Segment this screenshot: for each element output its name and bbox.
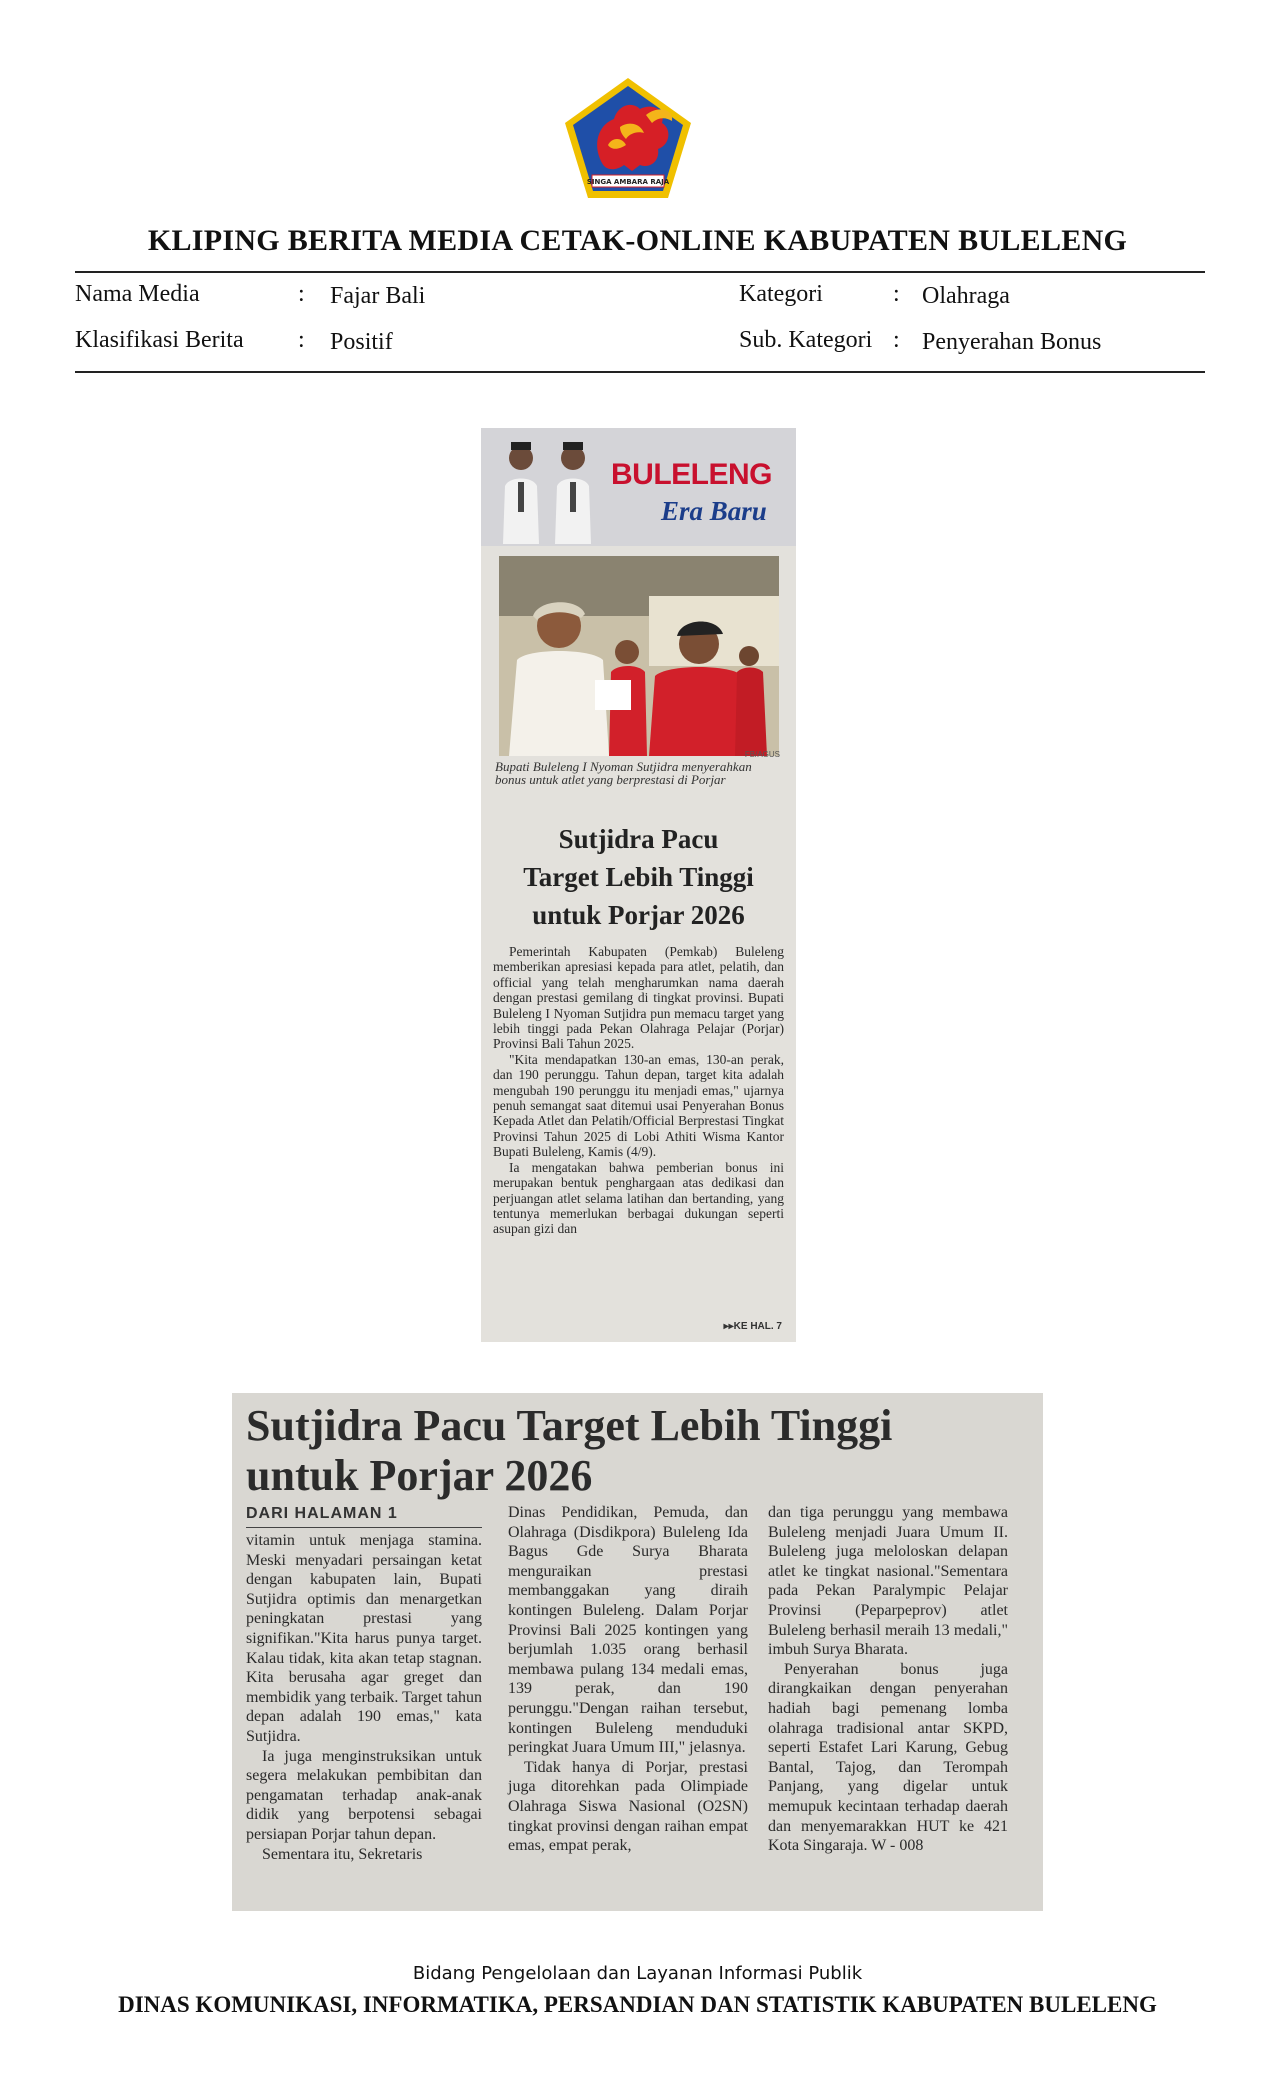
classification-label: Klasifikasi Berita [75,327,244,353]
article-paragraph: Ia juga menginstruksikan untuk segera melakukan pembibitan dan pengamatan terhadap anak-anak didik yang berpotensi sebagai persiapan Porjar tahun depan. [246,1747,482,1843]
newspaper-clipping-continuation [232,1393,1043,1911]
headline-line: untuk Porjar 2026 [246,1451,593,1500]
from-page-rule [246,1527,482,1528]
subcategory-value: Penyerahan Bonus [922,329,1102,355]
article-paragraph: "Kita mendapatkan 130-an emas, 130-an perak, dan 190 perunggu. Tahun depan, target kita adalah mengubah 190 perunggu itu menjadi emas," ujarnya penuh semangat saat ditemui usai Penyerahan Bonus Kepada Atlet dan Pelatih/Official Berprestasi Tingkat Provinsi Tahun 2025 di Lobi Athiti Wisma Kantor Bupati Buleleng, Kamis (4/9). [493,1051,784,1160]
document-title: KLIPING BERITA MEDIA CETAK-ONLINE KABUPATEN BULELENG [147,224,1128,257]
logo-motto: SINGA AMBARA RAJA [586,178,670,186]
article-column-3 [768,1503,1008,1856]
front-page-headline [481,820,796,934]
article-paragraph: Sementara itu, Sekretaris [262,1845,423,1863]
article-paragraph: Tidak hanya di Porjar, prestasi juga ditorehkan pada Olimpiade Olahraga Siswa Nasional (O2SN) tingkat provinsi dengan raihan empat emas, empat perak, [508,1758,748,1855]
media-separator: : [298,281,305,307]
classification-value: Positif [330,329,393,355]
subcategory-label: Sub. Kategori [739,327,873,353]
headline-line: untuk Porjar 2026 [532,900,745,930]
article-paragraph: Dinas Pendidikan, Pemuda, dan Olahraga (Disdikpora) Buleleng Ida Bagus Gde Surya Bharata menguraikan prestasi membanggakan yang diraih kontingen Buleleng. Dalam Porjar Provinsi Bali 2025 kontingen yang berjumlah 1.035 orang berhasil membawa pulang 134 medali emas, 139 perak, dan 190 perunggu."Dengan raihan tersebut, kontingen Buleleng menduduki peringkat Juara Umum III," jelasnya. [508,1504,748,1757]
headline-line: Sutjidra Pacu [558,824,719,854]
singa-ambara-raja-emblem-icon [562,75,694,201]
official-portrait-icon [499,436,543,544]
newspaper-clipping-front-page [481,428,796,1342]
header-divider-bottom [75,371,1205,373]
category-label: Kategori [739,281,823,307]
article-body [493,944,784,1237]
banner-subtitle: Era Baru [661,496,767,526]
headline-line: Target Lebih Tinggi [523,862,754,892]
banner-title: BULELENG [611,458,772,491]
article-paragraph: Ia mengatakan bahwa pemberian bonus ini merupakan bentuk penghargaan atas dedikasi dan perjuangan atlet selama latihan dan bertanding, yang tentunya memerlukan berbagai dukungan seperti asupan gizi dan [493,1159,784,1237]
footer-department: Bidang Pengelolaan dan Layanan Informasi Publik [412,1963,863,1984]
article-paragraph: Pemerintah Kabupaten (Pemkab) Buleleng memberikan apresiasi kepada para atlet, pelatih, dan official yang telah mengharumkan nama daerah dengan prestasi gemilang di tingkat provinsi. Bupati Buleleng I Nyoman Sutjidra pun memacu target yang lebih tinggi pada Pekan Olahraga Pelajar (Porjar) Provinsi Bali Tahun 2025. [493,944,784,1052]
news-photo [499,556,779,756]
continued-marker: ▸▸KE HAL. 7 [723,1321,782,1332]
from-page-label: DARI HALAMAN 1 [246,1505,398,1522]
official-portrait-icon [551,436,595,544]
article-paragraph: Penyerahan bonus juga dirangkaikan dengan penyerahan hadiah bagi pemenang lomba olahraga tradisional antar SKPD, seperti Estafet Lari Karung, Gebug Bantal, Tajog, dan Terompah Panjang, yang digelar untuk memupuk kecintaan terhadap daerah dan menyemarakkan HUT ke 421 Kota Singaraja. W - 008 [768,1660,1008,1855]
classification-separator: : [298,327,305,353]
header-divider-top [75,271,1205,273]
media-label: Nama Media [75,281,200,307]
photo-credit: FB/AGUS [744,750,780,759]
footer-agency: DINAS KOMUNIKASI, INFORMATIKA, PERSANDIAN DAN STATISTIK KABUPATEN BULELENG [118,1992,1157,2017]
article-column-1 [246,1531,482,1864]
article-paragraph: vitamin untuk menjaga stamina. Meski menyadari persaingan ketat dengan kabupaten lain, Bupati Sutjidra optimis dan menargetkan peningkatan prestasi yang signifikan."Kita harus punya target. Kalau tidak, kita akan tetap stagnan. Kita berusaha agar greget dan membidik yang terbaik. Target tahun depan adalah 190 emas," kata Sutjidra. [246,1532,483,1745]
article-column-2 [508,1503,748,1856]
category-value: Olahraga [922,283,1010,309]
continuation-headline [246,1401,892,1501]
photo-caption: Bupati Buleleng I Nyoman Sutjidra menyerahkan bonus untuk atlet yang berprestasi di Porjar [495,759,752,787]
subcategory-separator: : [893,327,900,353]
category-separator: : [893,281,900,307]
buleleng-era-baru-banner [481,428,796,546]
media-value: Fajar Bali [330,283,426,309]
article-paragraph: dan tiga perunggu yang membawa Buleleng menjadi Juara Umum II. Buleleng juga meloloskan delapan atlet ke tingkat nasional."Sementara pada Pekan Paralympic Pelajar Provinsi (Peparpeprov) atlet Buleleng berhasil meraih 13 medali," imbuh Surya Bharata. [768,1504,1008,1659]
headline-line: Sutjidra Pacu Target Lebih Tinggi [246,1401,893,1450]
